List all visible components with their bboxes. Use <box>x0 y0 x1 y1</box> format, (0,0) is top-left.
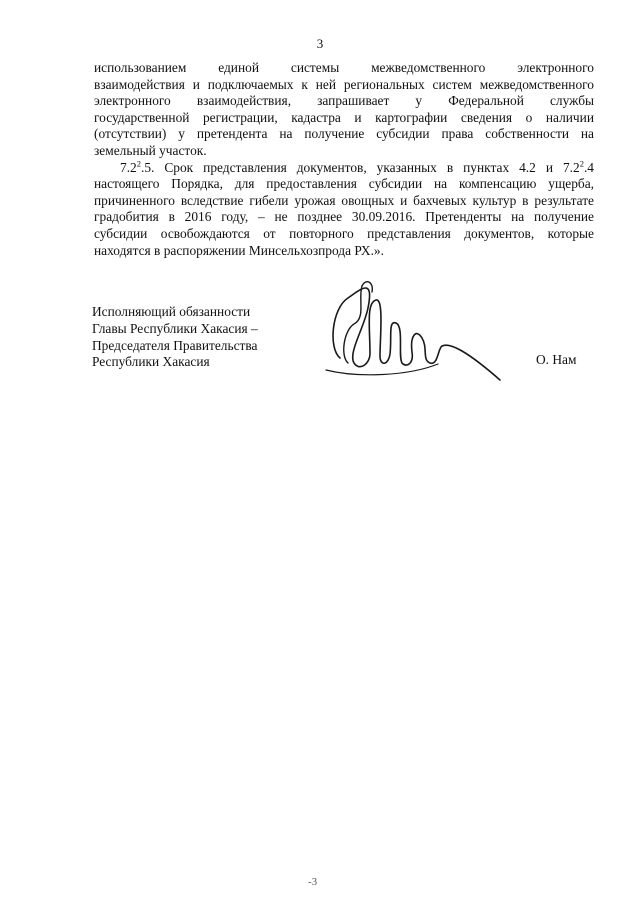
paragraph-2-line: находятся в распоряжении Минсельхозпрода РХ.». <box>94 242 384 258</box>
signatory-title-line: Председателя Правительства <box>92 337 258 353</box>
clause-number-part: 7.2 <box>120 159 137 175</box>
document-body <box>94 60 594 259</box>
paragraph-2-line: субсидии освобождаются от повторного представления документов, которые <box>94 225 594 241</box>
clause-text: .5. Срок представления документов, указанных в пунктах 4.2 и 7.2 <box>141 159 580 175</box>
paragraph-2-line: настоящего Порядка, для предоставления субсидии на компенсацию ущерба, <box>94 176 594 192</box>
paragraph-1-line: электронного взаимодействия, запрашивает у Федеральной службы <box>94 93 594 109</box>
bottom-mark: -3 <box>308 876 318 888</box>
paragraph-1-line: использованием единой системы межведомственного электронного <box>94 60 594 75</box>
paragraph-2 <box>94 160 594 260</box>
paragraph-1-line: земельный участок. <box>94 142 207 158</box>
signatory-title-line: Исполняющий обязанности <box>92 304 251 319</box>
page-number: 3 <box>316 36 324 51</box>
signatory-title-line: Главы Республики Хакасия – <box>92 320 258 336</box>
superscript: 2 <box>579 158 584 169</box>
paragraph-2-line: причиненного вследствие гибели урожая овощных и бахчевых культур в результате <box>94 192 594 208</box>
paragraph-1-line: государственной регистрации, кадастра и картографии сведения о наличии <box>94 109 594 125</box>
paragraph-1-line: (отсутствии) у претендента на получение субсидии права собственности на <box>94 126 594 142</box>
paragraph-1 <box>94 60 594 160</box>
signatory-name: О. Нам <box>536 352 577 367</box>
handwritten-signature <box>318 268 508 388</box>
superscript: 2 <box>136 158 141 169</box>
paragraph-2-line: градобития в 2016 году, – не позднее 30.09.2016. Претенденты на получение <box>94 209 594 225</box>
signatory-title-line: Республики Хакасия <box>92 354 210 370</box>
signatory-title <box>92 304 258 371</box>
clause-text-end: .4 <box>583 159 594 175</box>
paragraph-1-line: взаимодействия и подключаемых к ней региональных систем межведомственного <box>94 76 594 92</box>
paragraph-2-first-line <box>94 160 594 177</box>
